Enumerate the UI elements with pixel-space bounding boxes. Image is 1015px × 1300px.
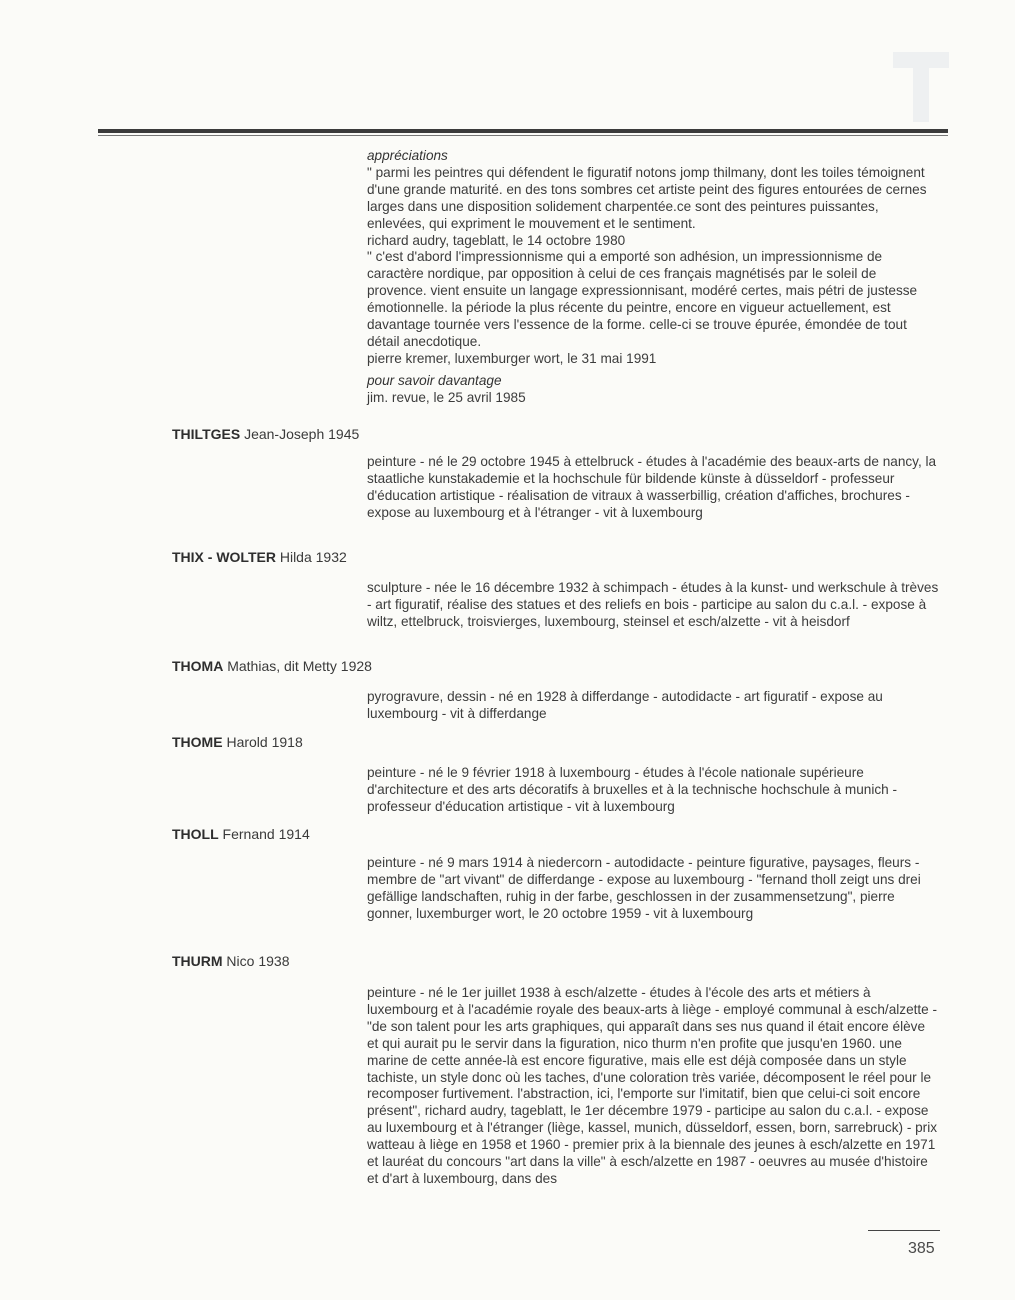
entry-surname: THURM <box>172 953 223 969</box>
entry-body: peinture - né le 1er juillet 1938 à esch/alzette - études à l'école des arts et métiers à luxembourg et à l'académie royale des beaux-arts à liège - employé communal à esch/alzette - "de son talent pour les arts graphiques, qui apparaît dans ses nus quand il était encore élève et qui aurait pu le servir dans la figuration, nico thurm n'en profite que jusqu'en 1960. une marine de cette année-là est encore figurative, mais elle est déjà composée dans un style tachiste, un style donc où les taches, d'une coloration très variée, décomposent le réel pour le recomposer furtivement. l'abstraction, ici, l'emporte sur l'imitatif, bien que celui-ci soit encore présent", richard audry, tageblatt, le 1er décembre 1979 - participe au salon du c.a.l. - expose au luxembourg et à l'étranger (liège, kassel, munich, düsseldorf, essen, born, sarrebruck) - prix watteau à liège en 1958 et 1960 - premier prix à la biennale des jeunes à esch/alzette en 1971 et lauréat du concours "art dans la ville" à esch/alzette en 1987 - oeuvres au musée d'histoire et d'art à luxembourg, dans des <box>367 985 938 1186</box>
entry-heading <box>172 953 289 970</box>
entry-heading <box>172 826 310 843</box>
appreciations-block <box>367 148 939 407</box>
section-letter-mark <box>893 52 949 122</box>
more-info-text: jim. revue, le 25 avril 1985 <box>367 389 526 405</box>
entry-heading <box>172 658 372 675</box>
entry-given-name: Fernand 1914 <box>218 826 310 842</box>
entry-body: pyrogravure, dessin - né en 1928 à differdange - autodidacte - art figuratif - expose au luxembourg - vit à differdange <box>367 689 883 721</box>
entry-given-name: Mathias, dit Metty 1928 <box>223 658 372 674</box>
entry-heading <box>172 426 359 443</box>
more-info-title: pour savoir davantage <box>367 372 502 388</box>
entry-body: peinture - né 9 mars 1914 à niedercorn - autodidacte - peinture figurative, paysages, fleurs - membre de "art vivant" de differdange - expose au luxembourg - "fernand tholl zeigt uns drei gefällige landschaften, ruhig in der farbe, geschlossen in der zusammensetzung", pierre gonner, luxemburger wort, le 20 octobre 1959 - vit à luxembourg <box>367 855 921 921</box>
entry-given-name: Hilda 1932 <box>275 549 347 565</box>
entry-surname: THOLL <box>172 826 219 842</box>
page-number: 385 <box>908 1240 935 1257</box>
quote-2-source: pierre kremer, luxemburger wort, le 31 mai 1991 <box>367 350 657 366</box>
entry-heading <box>172 549 347 566</box>
entry-heading <box>172 734 303 751</box>
header-rule-thin <box>98 135 948 136</box>
entry-given-name: Jean-Joseph 1945 <box>240 426 360 442</box>
entry-surname: THOMA <box>172 658 224 674</box>
entry-surname: THILTGES <box>172 426 241 442</box>
quote-1: " parmi les peintres qui défendent le figuratif notons jomp thilmany, dont les toiles témoignent d'une grande maturité. en des tons sombres cet artiste peint des figures entourées de cernes larges dans une disposition solidement charpentée.ce sont des peintures puissantes, enlevées, qui expriment le mouvement et le sentiment. <box>367 164 927 231</box>
quote-2: " c'est d'abord l'impressionnisme qui a emporté son adhésion, un impressionnisme de caractère nordique, par opposition à celui de ces français magnétisés par le soleil de provence. vient ensuite un langage expressionnisant, modéré certes, mais pétri de justesse émotionnelle. la période la plus récente du peintre, encore en vigueur actuellement, est davantage tournée vers l'essence de la forme. celle-ci se trouve épurée, émondée de tout détail anecdotique. <box>367 249 918 349</box>
entry-body: sculpture - née le 16 décembre 1932 à schimpach - études à la kunst- und werkschule à trèves - art figuratif, réalise des statues et des reliefs en bois - participe au salon du c.a.l. - expose à wiltz, ettelbruck, troisvierges, luxembourg, steinsel et esch/alzette - vit à heisdorf <box>367 580 939 629</box>
appreciations-title: appréciations <box>367 148 448 163</box>
header-rule <box>98 129 948 133</box>
entry-body: peinture - né le 29 octobre 1945 à ettelbruck - études à l'académie des beaux-arts de nancy, la staatliche kunstakademie et la hochschule für bildende künste à düsseldorf - professeur d'éducation artistique - réalisation de vitraux à wasserbillig, création d'affiches, brochures - expose au luxembourg et à l'étranger - vit à luxembourg <box>367 454 937 520</box>
entry-given-name: Nico 1938 <box>222 953 290 969</box>
entry-given-name: Harold 1918 <box>222 734 303 750</box>
footer-rule <box>868 1230 940 1231</box>
entry-surname: THOME <box>172 734 223 750</box>
entry-surname: THIX - WOLTER <box>172 549 276 565</box>
entry-body: peinture - né le 9 février 1918 à luxembourg - études à l'école nationale supérieure d'architecture et des arts décoratifs à bruxelles et à la technische hochschule à munich - professeur d'éducation artistique - vit à luxembourg <box>367 765 898 814</box>
quote-1-source: richard audry, tageblatt, le 14 octobre 1980 <box>367 232 626 248</box>
